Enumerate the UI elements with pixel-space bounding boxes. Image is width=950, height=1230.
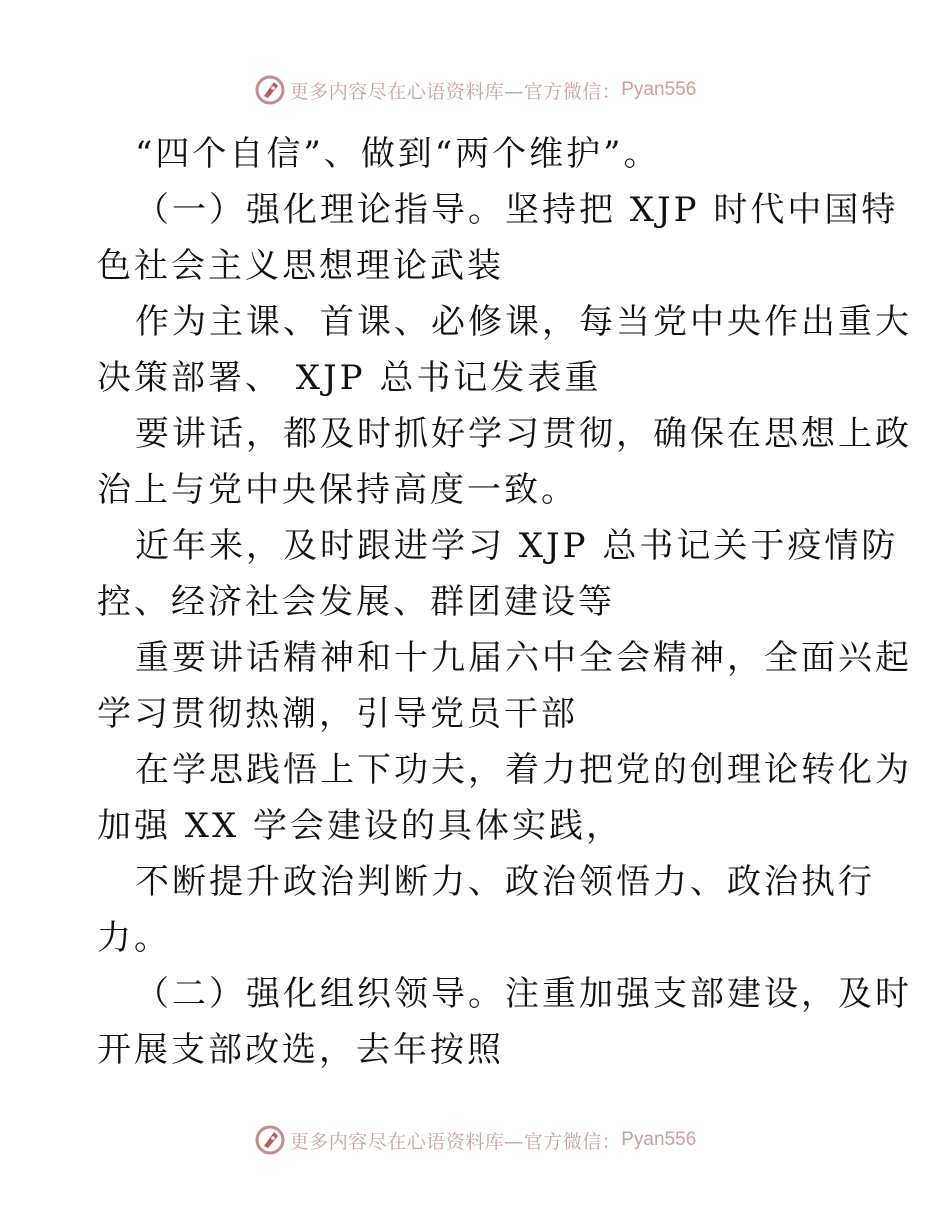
watermark-wechat-id: Pyan556: [621, 79, 697, 100]
text-line: （一）强化理论指导。坚持把 XJP 时代中国特: [135, 190, 899, 230]
text-line: 重要讲话精神和十九届六中全会精神，全面兴起: [135, 638, 912, 678]
text-line: 决策部署、 XJP 总书记发表重: [97, 358, 602, 398]
watermark-wechat-id: Pyan556: [621, 1129, 697, 1150]
text-line: 学习贯彻热潮，引导党员干部: [97, 694, 578, 734]
pen-nib-logo-icon: [254, 74, 286, 106]
text-line: 近年来，及时跟进学习 XJP 总书记关于疫情防: [135, 526, 899, 566]
watermark-text: 更多内容尽在心语资料库—官方微信：: [289, 1130, 622, 1153]
text-line: 控、经济社会发展、群团建设等: [97, 582, 615, 622]
document-body: [97, 126, 912, 1078]
text-line: 不断提升政治判断力、政治领悟力、政治执行: [135, 862, 875, 902]
footer-watermark: [0, 1122, 950, 1158]
text-line: （二）强化组织领导。注重加强支部建设，及时: [135, 974, 912, 1014]
text-line: 色社会主义思想理论武装: [97, 246, 504, 286]
text-line: 作为主课、首课、必修课，每当党中央作出重大: [135, 302, 912, 342]
text-line: 要讲话，都及时抓好学习贯彻，确保在思想上政: [135, 414, 912, 454]
header-watermark: [0, 72, 950, 108]
text-line: “四个自信”、做到“两个维护”。: [135, 134, 661, 174]
text-line: 治上与党中央保持高度一致。: [97, 470, 578, 510]
text-line: 在学思践悟上下功夫，着力把党的创理论转化为: [135, 750, 912, 790]
pen-nib-logo-icon: [254, 1124, 286, 1156]
text-line: 力。: [97, 918, 171, 958]
text-line: 加强 XX 学会建设的具体实践，: [97, 806, 624, 846]
text-line: 开展支部改选，去年按照: [97, 1030, 504, 1070]
watermark-text: 更多内容尽在心语资料库—官方微信：: [289, 80, 622, 103]
